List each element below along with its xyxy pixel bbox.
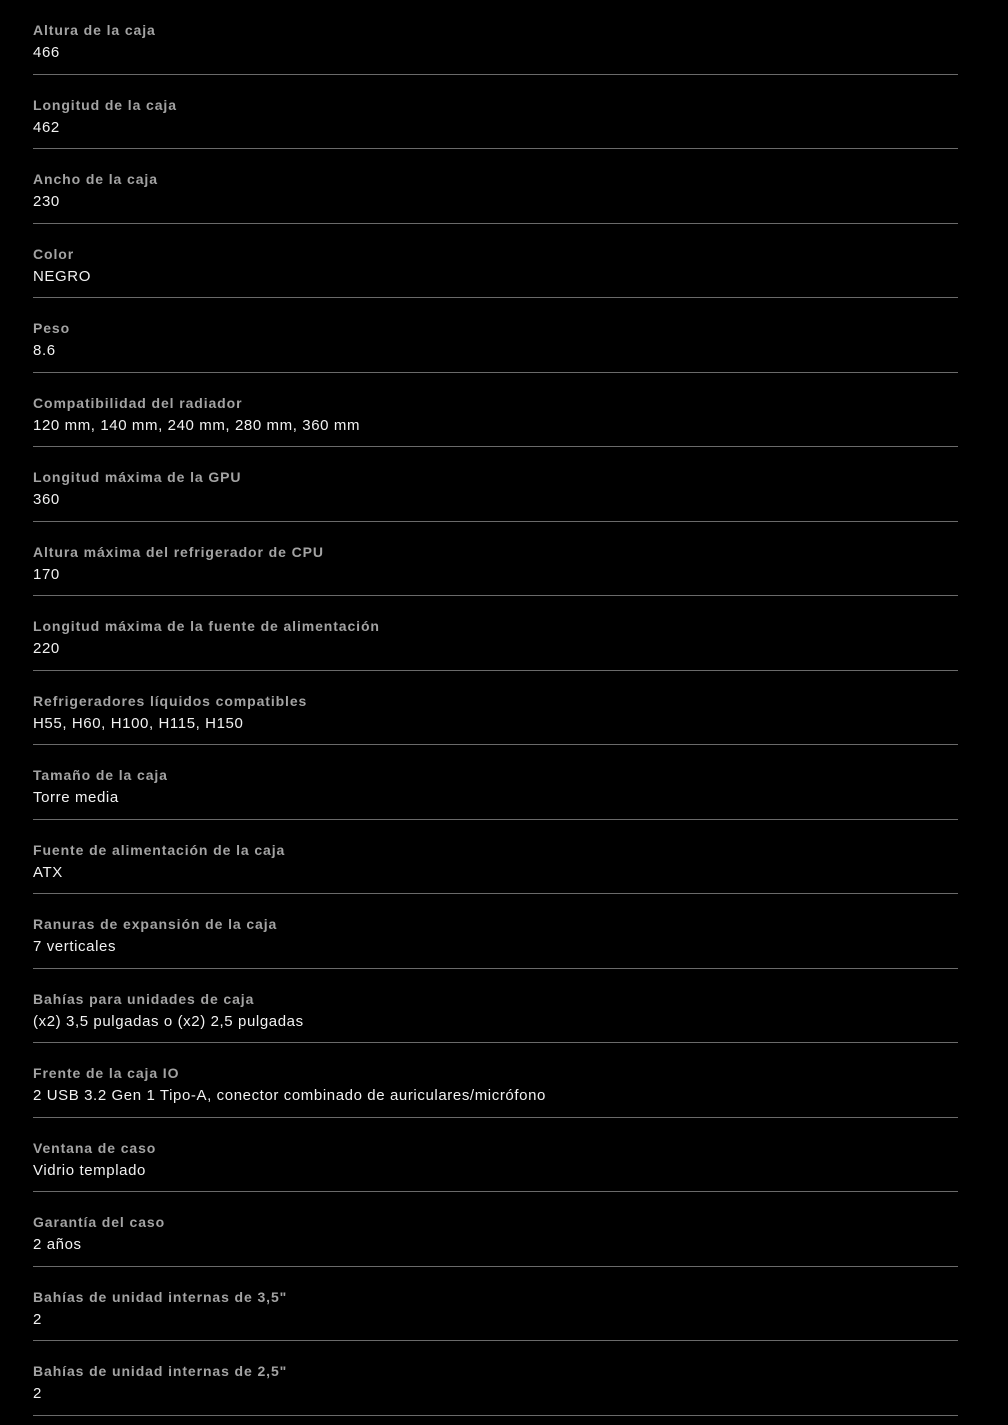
spec-row-expansion-slots [33, 894, 958, 969]
spec-row-internal-25-bays [33, 1341, 958, 1416]
spec-label: Refrigeradores líquidos compatibles [33, 692, 308, 709]
spec-label: Ranuras de expansión de la caja [33, 916, 278, 932]
spec-value: 2 USB 3.2 Gen 1 Tipo-A, conector combinado de auriculares/micrófono [33, 1087, 546, 1104]
spec-label: Bahías de unidad internas de 2,5" [33, 1363, 288, 1379]
spec-label: Fuente de alimentación de la caja [33, 841, 286, 858]
spec-value: NEGRO [33, 267, 92, 285]
spec-row-warranty [33, 1192, 958, 1267]
spec-value: 2 años [33, 1236, 82, 1253]
spec-value: Torre media [33, 789, 119, 806]
spec-label: Frente de la caja IO [33, 1065, 180, 1081]
spec-label: Tamaño de la caja [33, 767, 168, 783]
spec-row-max-gpu-length [33, 447, 958, 522]
spec-value: 230 [33, 193, 60, 210]
spec-value: 170 [33, 565, 60, 583]
spec-label: Compatibilidad del radiador [33, 394, 243, 411]
spec-row-case-psu [33, 820, 958, 895]
spec-value: (x2) 3,5 pulgadas o (x2) 2,5 pulgadas [33, 1012, 304, 1030]
spec-label: Peso [33, 320, 71, 336]
spec-row-case-window [33, 1118, 958, 1193]
spec-label: Garantía del caso [33, 1214, 166, 1230]
spec-row-color [33, 224, 958, 299]
spec-row-front-io [33, 1043, 958, 1118]
spec-row-case-height [33, 0, 958, 75]
spec-value: H55, H60, H100, H115, H150 [33, 714, 244, 732]
spec-row-max-cpu-cooler-height [33, 522, 958, 597]
spec-label: Longitud de la caja [33, 96, 177, 113]
spec-value: 466 [33, 44, 60, 61]
spec-label: Longitud máxima de la GPU [33, 469, 242, 485]
spec-label: Longitud máxima de la fuente de alimentación [33, 618, 380, 634]
spec-label: Ventana de caso [33, 1139, 157, 1156]
specifications-list [33, 0, 958, 1416]
spec-value: 7 verticales [33, 938, 117, 955]
spec-label: Bahías para unidades de caja [33, 990, 255, 1007]
spec-row-case-length [33, 75, 958, 150]
spec-value: 120 mm, 140 mm, 240 mm, 280 mm, 360 mm [33, 416, 361, 434]
spec-row-drive-bays [33, 969, 958, 1044]
spec-value: 2 [33, 1385, 42, 1402]
spec-value: 8.6 [33, 342, 56, 359]
spec-value: 2 [33, 1310, 42, 1328]
spec-row-weight [33, 298, 958, 373]
spec-value: 462 [33, 118, 60, 136]
spec-value: Vidrio templado [33, 1161, 146, 1179]
spec-label: Color [33, 245, 75, 262]
spec-value: 360 [33, 491, 60, 508]
spec-row-radiator-compatibility [33, 373, 958, 448]
spec-row-internal-35-bays [33, 1267, 958, 1342]
spec-row-max-psu-length [33, 596, 958, 671]
spec-label: Bahías de unidad internas de 3,5" [33, 1288, 288, 1305]
spec-label: Altura de la caja [33, 22, 156, 38]
spec-row-case-size [33, 745, 958, 820]
spec-row-liquid-coolers [33, 671, 958, 746]
spec-value: 220 [33, 640, 60, 657]
spec-label: Ancho de la caja [33, 171, 158, 187]
spec-value: ATX [33, 863, 63, 881]
spec-row-case-width [33, 149, 958, 224]
spec-label: Altura máxima del refrigerador de CPU [33, 543, 324, 560]
